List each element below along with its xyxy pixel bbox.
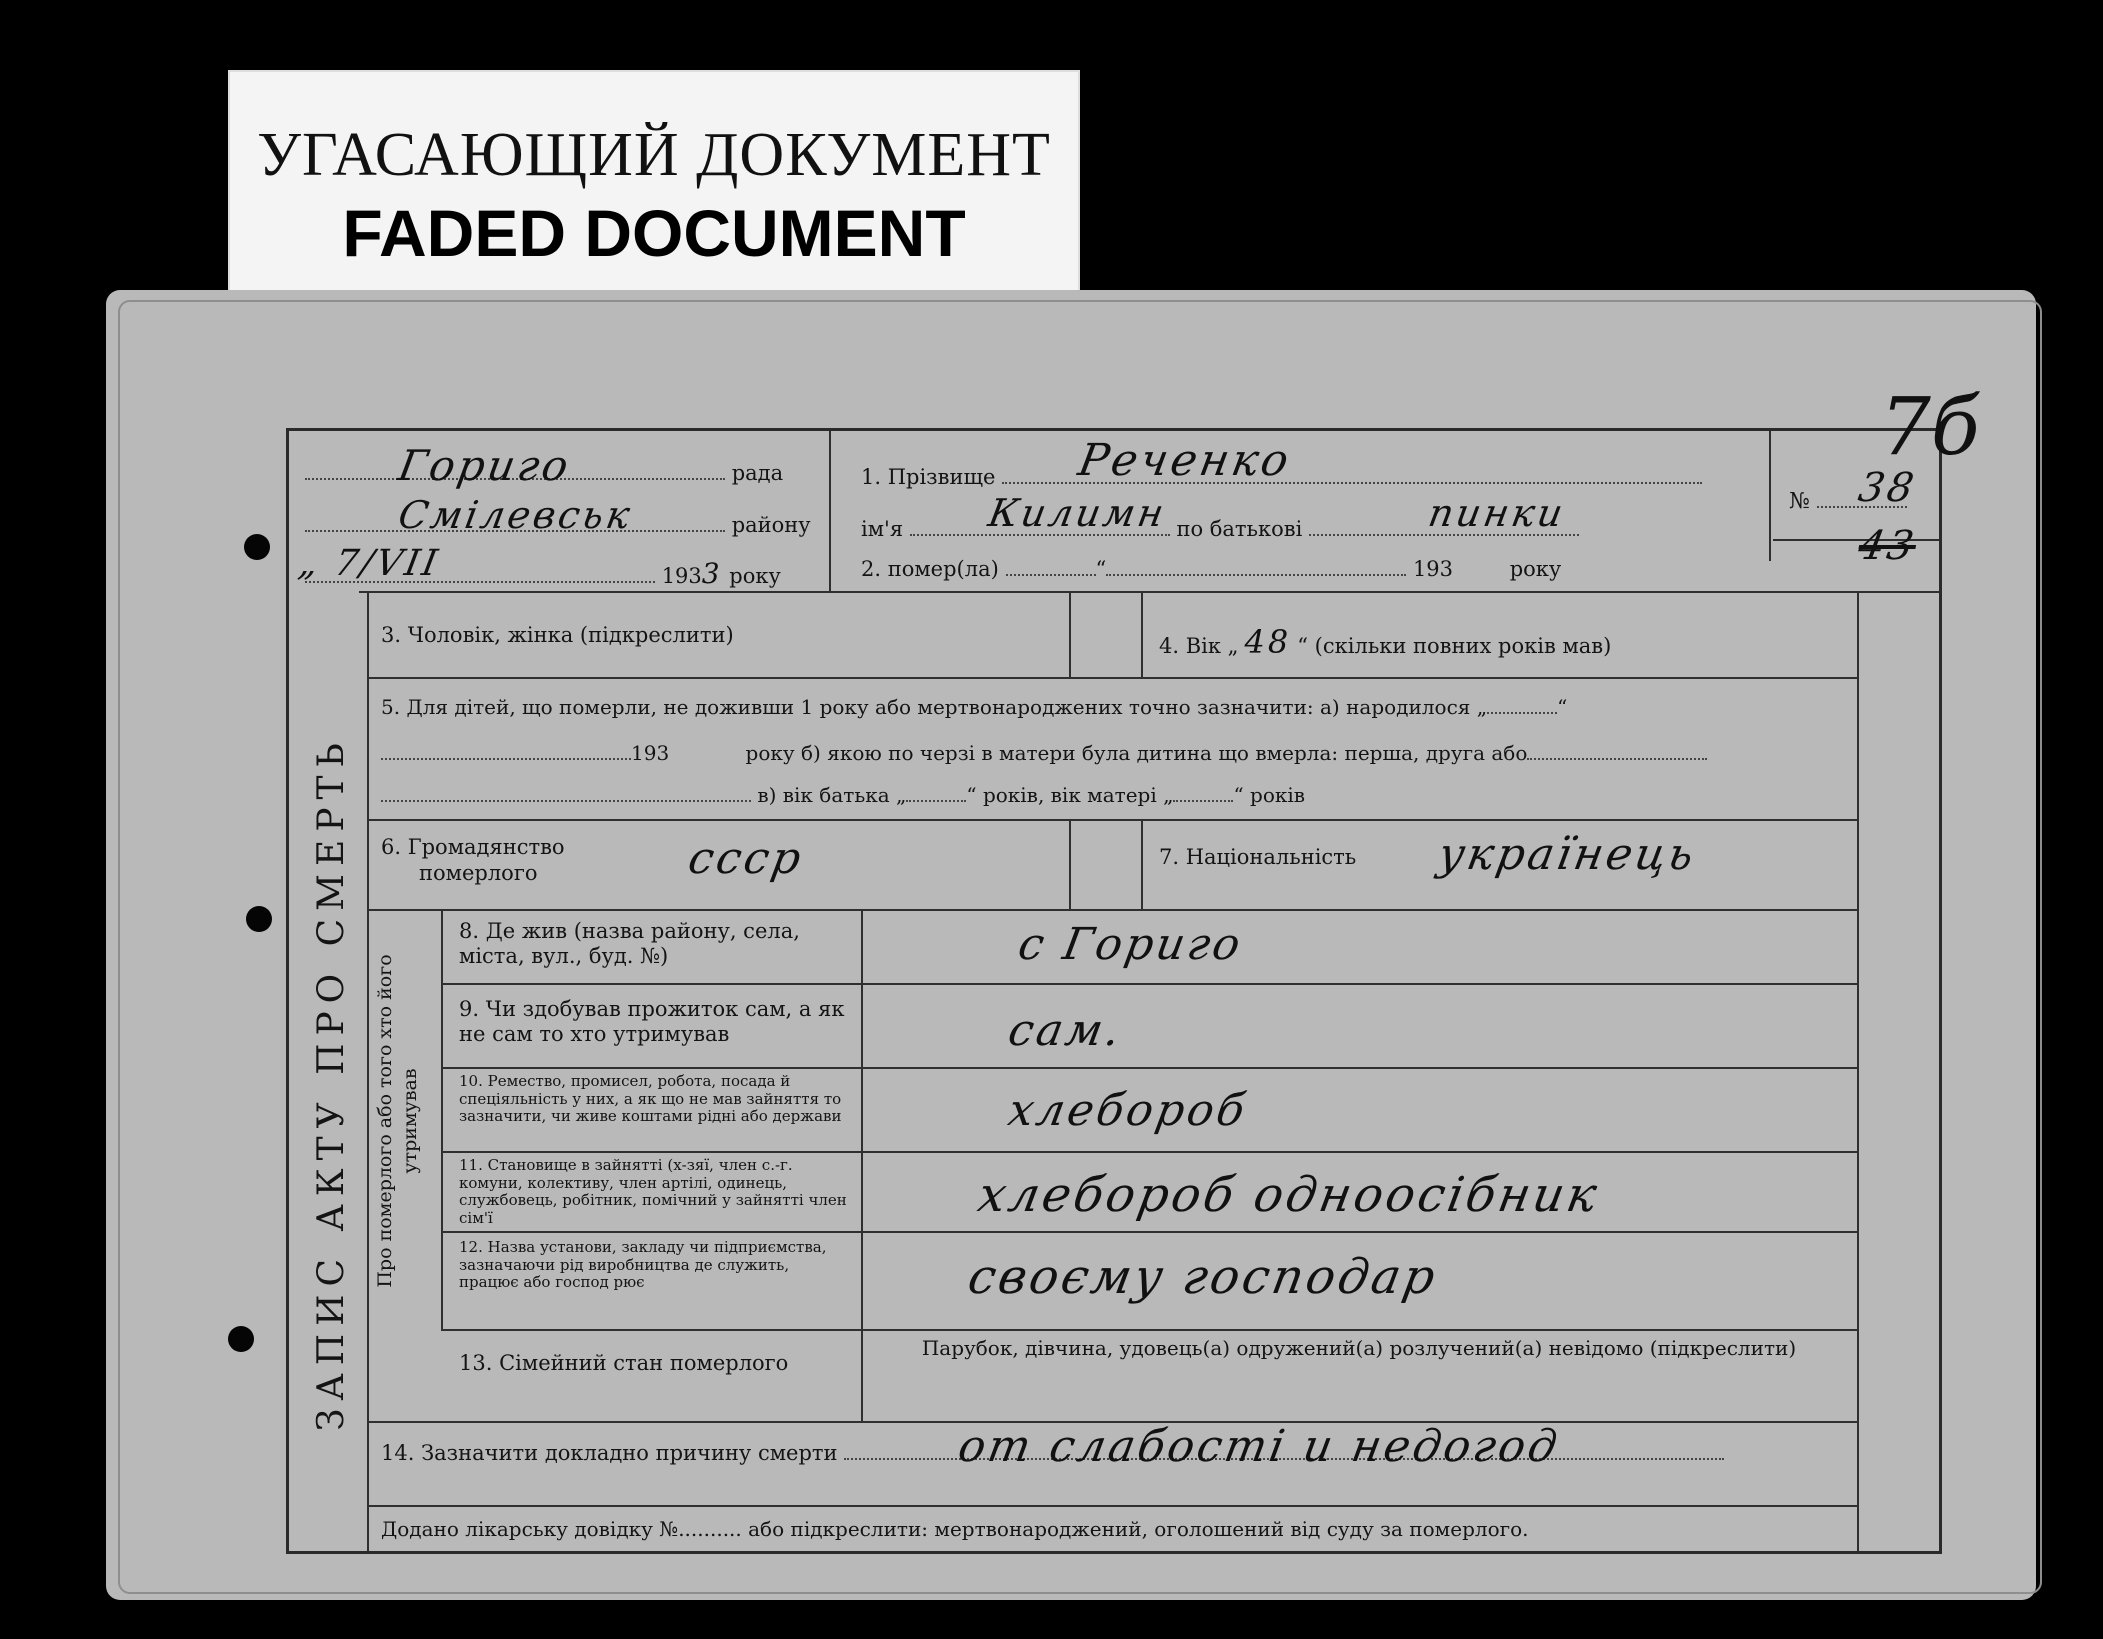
citizenship-label-2: померлого (419, 861, 538, 885)
name-value: Килимн (985, 491, 1170, 535)
surname-label: 1. Прізвище (861, 465, 996, 489)
nationality-label: 7. Національність (1159, 845, 1357, 869)
label-russian: УГАСАЮЩИЙ ДОКУМЕНТ (257, 121, 1051, 189)
field-children-line3: в) вік батька „ (757, 783, 907, 807)
punch-hole (246, 906, 272, 932)
cause-of-death-value: от слабості и недогод (954, 1421, 1564, 1472)
residence-value: с Гориго (1014, 919, 1247, 970)
side-subtitle: Про померлого або того хто його утримував (374, 954, 421, 1288)
surname-value: Реченко (1074, 435, 1296, 486)
employment-value: хлебороб одноосібник (974, 1167, 1604, 1223)
died-quote: “ (1095, 557, 1107, 581)
record-number-struck: 43 (1854, 523, 1920, 569)
died-label: 2. помер(ла) (861, 557, 999, 581)
side-title: ЗАПИС АКТУ ПРО СМЕРТЬ (311, 735, 352, 1431)
died-year-suffix: року (1509, 557, 1562, 581)
record-date: „ 7/VII (295, 543, 444, 584)
label-english: FADED DOCUMENT (342, 196, 966, 270)
raion-value: Смілевськ (395, 493, 637, 537)
footer-note: Додано лікарську довідку №.......... або підкреслити: мертвонароджений, оголошений від суду за померлого. (381, 1517, 1529, 1541)
occupation-label: 10. Ремество, промисел, робота, посада й спеціяльність у них, а як що не мав зайняття то зазначити, чи живе коштами рідні або держави (459, 1072, 842, 1126)
workplace-label: 12. Назва установи, закладу чи підприємства, зазначаючи рід виробництва де служить, працює або господ рює (459, 1238, 827, 1292)
employment-label: 11. Становище в зайнятті (х-зяї, член с.-г. комуни, колективу, член артілі, одинець, службовець, робітник, помічний у зайнятті член сім'ї (459, 1156, 847, 1228)
citizenship-value: ссср (684, 833, 808, 884)
age-value: 48 (1244, 623, 1292, 661)
marital-label: 13. Сімейний стан померлого (459, 1351, 789, 1375)
field-sex: 3. Чоловік, жінка (підкреслити) (381, 623, 734, 647)
field-children-line1: 5. Для дітей, що померли, не доживши 1 року або мертвонароджених точно зазначити: а) народилося „ (381, 695, 1488, 719)
workplace-value: своєму господар (964, 1249, 1443, 1305)
livelihood-value: сам. (1004, 1005, 1127, 1056)
occupation-value: хлебороб (1004, 1085, 1252, 1136)
corner-mark: 7б (1880, 380, 1980, 473)
marital-options: Парубок, дівчина, удовець(а) одружений(а) розлучений(а) невідомо (підкреслити) (921, 1336, 1797, 1360)
rada-label: рада (731, 461, 784, 485)
citizenship-label-1: 6. Громадянство (381, 835, 565, 859)
died-year: 193 (1412, 557, 1454, 581)
year-digit: 3 (701, 557, 723, 590)
name-label: ім'я (861, 517, 904, 541)
raion-label: району (731, 513, 811, 537)
age-suffix: “ (скільки повних років мав) (1297, 634, 1612, 658)
cause-label: 14. Зазначити докладно причину смерти (381, 1441, 838, 1465)
death-record-form: рада Гориго району Смілевськ 1933 року „ 7/VII 1. Прізвище Реченко ім'я по батькові Килимн пинки 2. помер(ла) “ 193 року № 38 43 ЗАПИС АКТУ ПРО СМЕРТЬ 3. Чоловік, жінка (підкреслити) 4. Вік „ 48 “ (скільки повних років мав) 5. Для дітей, що померли, не доживши 1 року або мертвонароджених точно зазначити: а) народилося „ “ 193 року б) якою по черзі в матери була дитина що вмерла: перша, друга або в) вік батька „ “ років, вік матері „ “ років 6. Громадянство померлого ссср 7. Національність українець Про померлого або того хто його утримував 8. Де жив (назва району, села, міста, вул., буд. №) с Гориго 9. Чи здобував прожиток сам, а як не сам то хто утримував сам. 10. Ремество, промисел, робота, посада й спеціяльність у них, а як що не мав зайняття то зазначити, чи живе коштами рідні або держави хлебороб 11. Становище в зайнятті (х-зяї, член с.-г. комуни, колективу, член артілі, одинець, службовець, робітник, помічний у зайнятті член сім'ї хлебороб одноосібник 12. Назва установи, закладу чи підприємства, зазначаючи рід виробництва де служить, працює або господ рює своєму господар 13. Сімейний стан померлого Парубок, дівчина, удовець(а) одружений(а) розлучений(а) невідомо (підкреслити) 14. Зазначити докладно причину смерти от слабості и недогод Додано лікарську довідку №.......... або підкреслити: мертвонароджений, оголошений від суду за померлого. (286, 428, 1942, 1554)
livelihood-label: 9. Чи здобував прожиток сам, а як не сам то хто утримував (459, 997, 845, 1046)
patronymic-label: по батькові (1176, 517, 1303, 541)
field-children-line2: року б) якою по черзі в матери була дитина що вмерла: перша, друга або (745, 741, 1528, 765)
record-number: 38 (1854, 465, 1920, 511)
number-label: № (1789, 489, 1810, 514)
age-label: 4. Вік „ (1159, 634, 1239, 658)
nationality-value: українець (1434, 829, 1701, 880)
year-suffix: року (729, 564, 781, 588)
rada-value: Гориго (394, 441, 575, 490)
patronymic-value: пинки (1425, 491, 1570, 535)
residence-label: 8. Де жив (назва району, села, міста, вул., буд. №) (459, 919, 800, 968)
punch-hole (228, 1326, 254, 1352)
punch-hole (244, 534, 270, 560)
year-prefix: 193 (661, 564, 702, 588)
